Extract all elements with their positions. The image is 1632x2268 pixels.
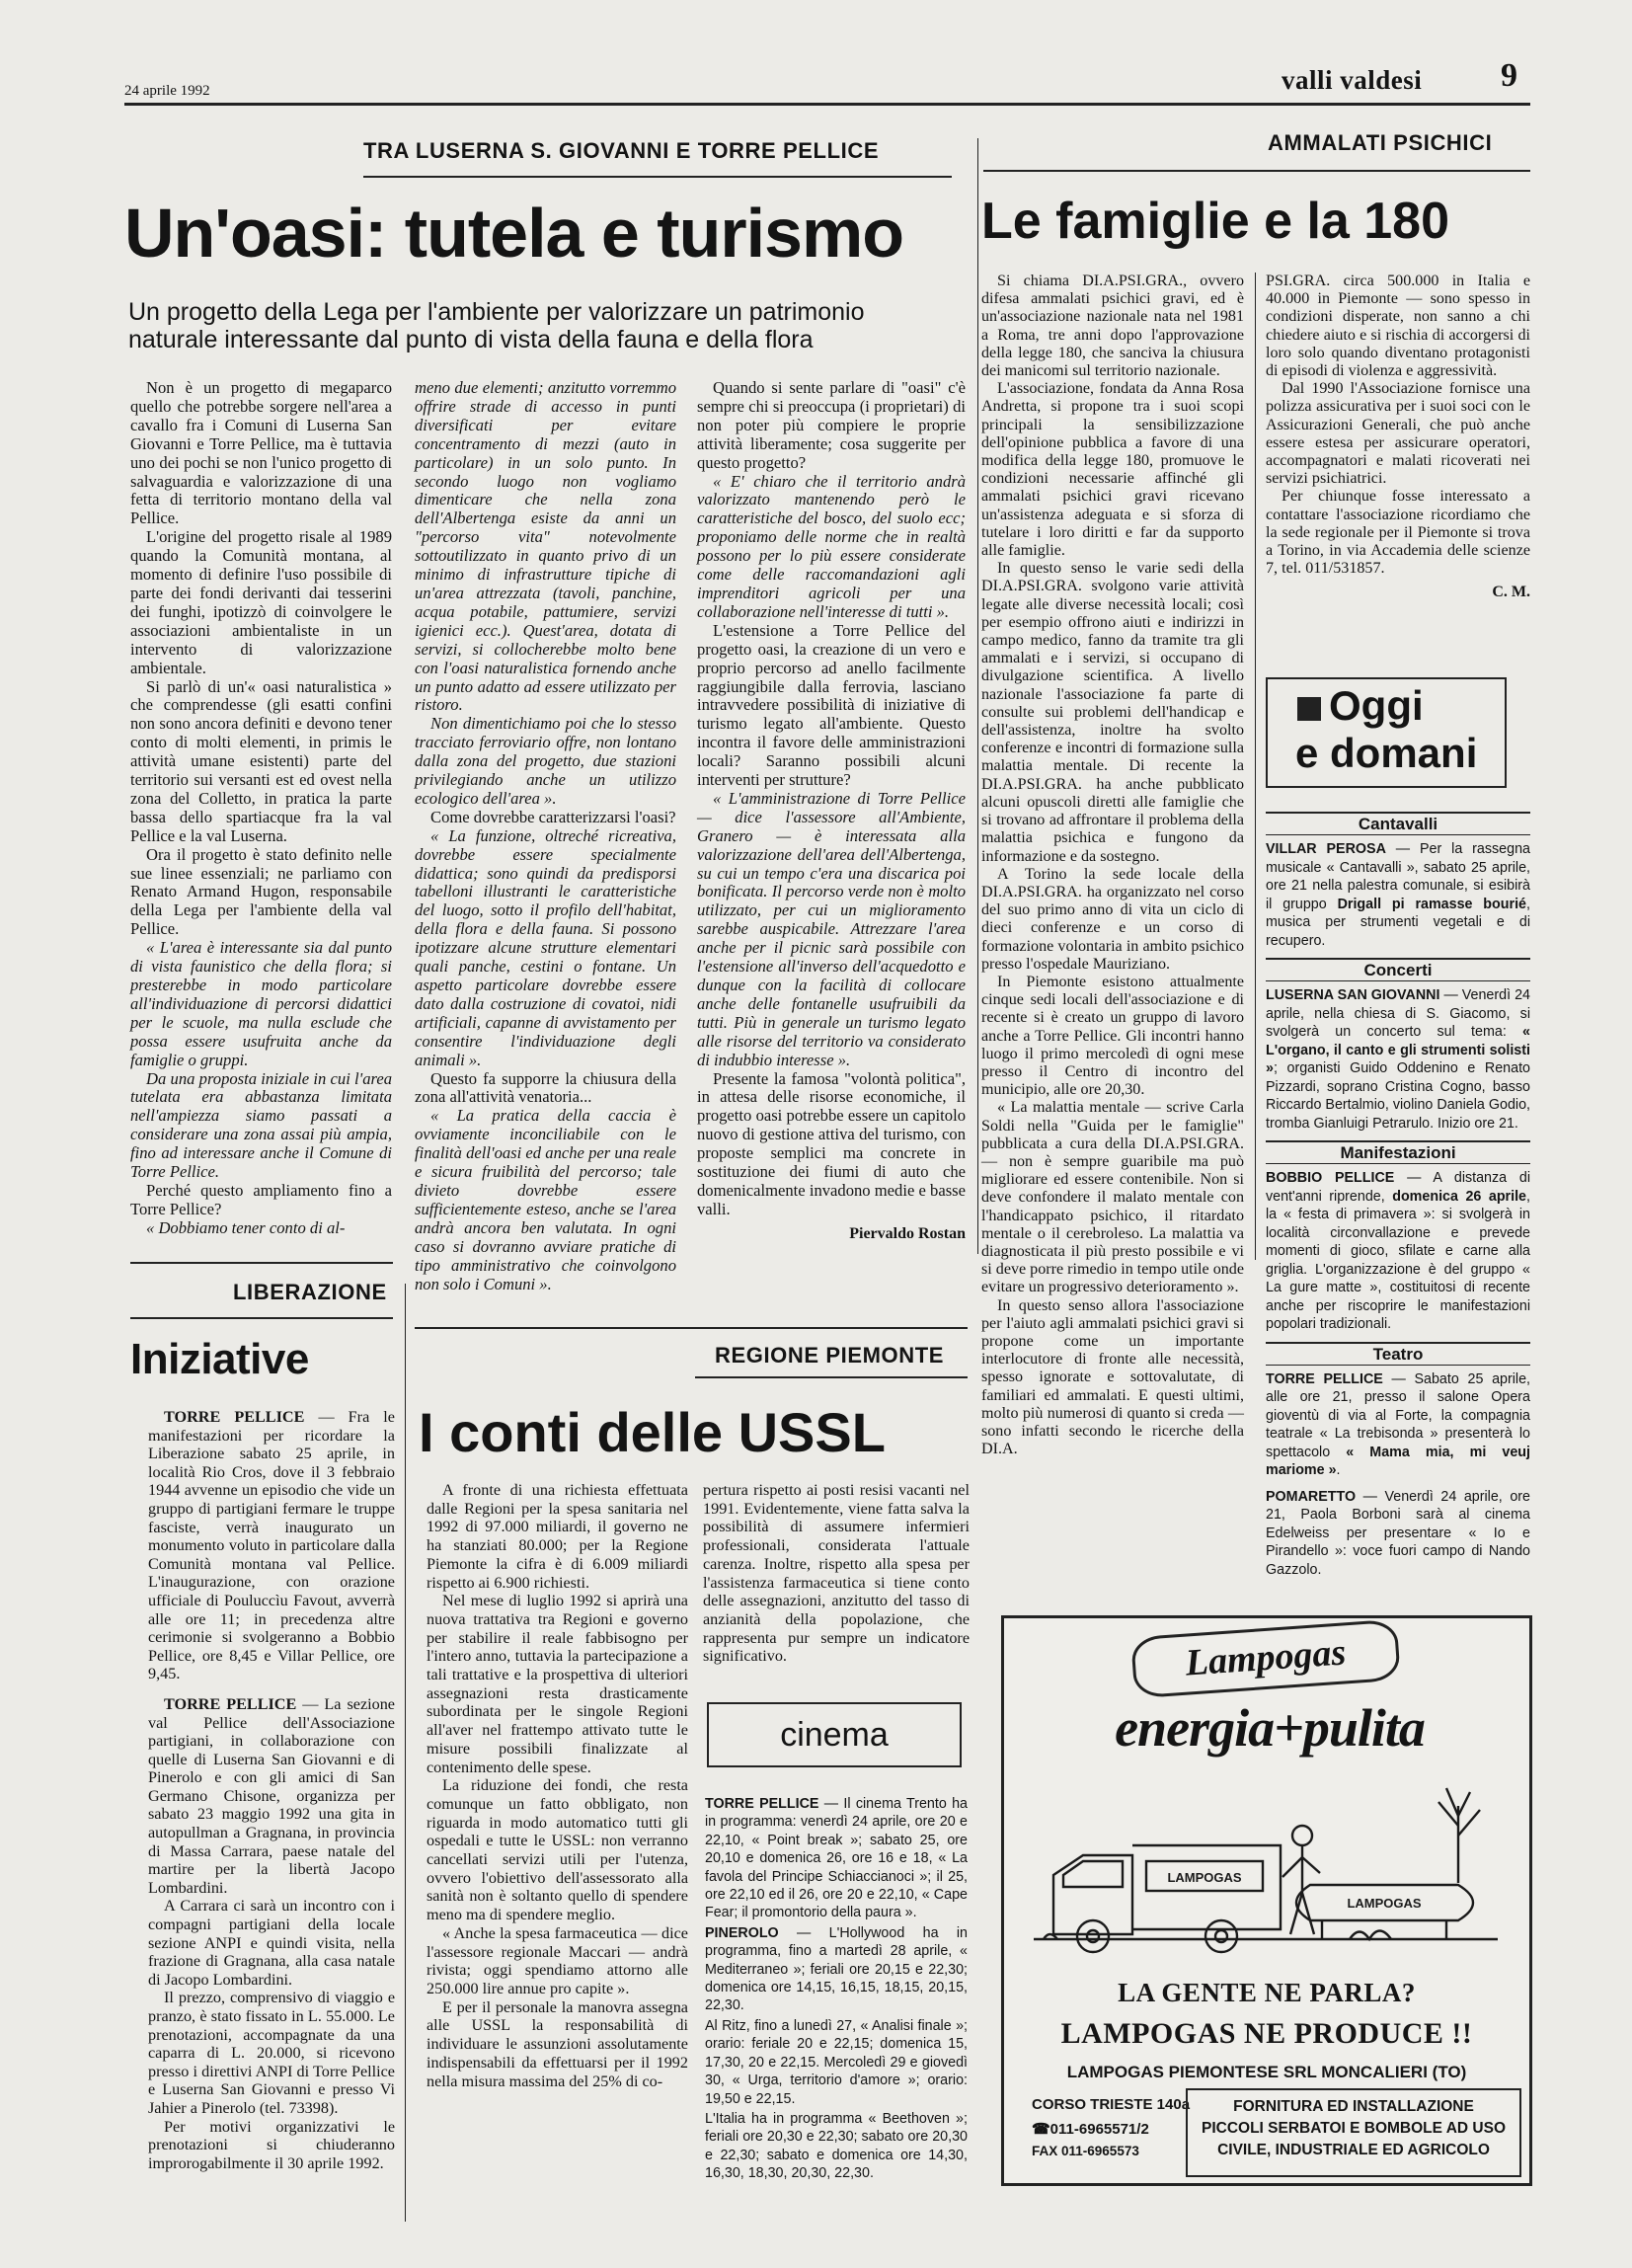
ussl-kicker: REGIONE PIEMONTE	[715, 1343, 945, 1368]
paragraph: L'Italia ha in programma « Beethoven »; feriali ore 20,30 e 22,30; sabato ore 20,30 e 22,30; sabato e domenica ore 14,30, 16,30, 18,30, 20,30, 22,30.	[705, 2110, 968, 2182]
paragraph: meno due elementi; anzitutto vorremmo offrire strade di accesso in punti diversificati per evitare concentramento di mezzi (auto in particolare) in un solo punto. In secondo luogo non vogliamo dimenticare che nella zona dell'Albertenga esiste da anni un "percorso vita" notevolmente sottoutilizzato in quanto privo di un minimo di infrastrutture tipiche di un'area attrezzata (tavoli, panchine, acqua potabile, pattumiere, servizi igienici ecc.). Quest'area, dotata di servizi, si collocherebbe molto bene con l'oasi naturalistica fornendo anche un punto adatto ad essere utilizzato per ristoro.	[415, 378, 676, 715]
main-col-2	[415, 379, 676, 1293]
section-header: Manifestazioni	[1266, 1140, 1530, 1164]
main-title: Un'oasi: tutela e turismo	[124, 195, 903, 272]
famiglie-kicker-rule	[983, 170, 1530, 172]
paragraph: « Anche la spesa farmaceutica — dice l'assessore regionale Maccari — andrà rivista; oggi spendiamo attorno alle 250.000 lire annue pro capite ».	[427, 1923, 688, 1997]
lampogas-logo	[1130, 1619, 1401, 1699]
iniziative-kicker: LIBERAZIONE	[233, 1280, 387, 1304]
paragraph: TORRE PELLICE — La sezione val Pellice dell'Associazione partigiani, in collaborazione con quelle di Luserna San Giovanni e di Pinerolo e con gli amici di San Germano Chisone, organizza per sabato 23 maggio 1992 una gita in autopullman a Gragnana, in provincia di Massa Carrara, paese natale del martire per la libertà Jacopo Lombardini.	[148, 1694, 395, 1897]
ad-service-line: FORNITURA ED INSTALLAZIONE	[1233, 2098, 1474, 2115]
main-kicker-rule	[363, 176, 952, 178]
section-header: Cantavalli	[1266, 812, 1530, 835]
famiglie-title: Le famiglie e la 180	[981, 193, 1450, 250]
main-col-1	[130, 379, 392, 1238]
paragraph: Come dovrebbe caratterizzarsi l'oasi?	[430, 807, 676, 826]
event-item: LUSERNA SAN GIOVANNI — Venerdì 24 aprile, nella chiesa di S. Giacomo, si svolgerà un concerto sul tema: « L'organo, il canto e gli strumenti solisti »; organisti Guido Oddenino e Renato Pizzardi, soprano Cristina Cogno, basso Riccardo Bertalmio, violino Daniela Godio, tromba Gianluigi Petrarulo. Inizio ore 21.	[1266, 987, 1530, 1132]
paragraph: Si parlò di un'« oasi naturalistica » che comprendesse (gli esatti confini non sono ancora definiti e devono tener conto di molti elementi, in primis le attività umane esistenti) parte del territorio sui versanti est ed ovest nella zona del Colletto, in pratica la parte bassa dello spartiacque fra la val Pellice e la val Luserna.	[130, 676, 392, 845]
paragraph: Ora il progetto è stato definito nelle sue linee essenziali; ne parliamo con Renato Armand Hugon, responsabile della Lega per l'ambiente della val Pellice.	[130, 844, 392, 939]
events-column	[1266, 812, 1530, 1587]
paragraph: « E' chiaro che il territorio andrà valorizzato mantenendo però le caratteristiche del bosco, del suolo ecc; proponiamo delle norme che in realtà possono per lo più essere considerate come delle raccomandazioni agli imprenditori agricoli per una collaborazione nell'interesse di tutti ».	[697, 471, 966, 621]
paragraph: E per il personale la manovra assegna alle USSL la responsabilità di individuare le assunzioni assolutamente indispensabili da effettuarsi per il 1992 nella misura massima del 25% di co-	[427, 1997, 688, 2090]
ad-tagline-2: LAMPOGAS NE PRODUCE !!	[1060, 2017, 1473, 2050]
square-bullet-icon	[1297, 697, 1321, 721]
paragraph: Per motivi organizzativi le prenotazioni si chiuderanno improrogabilmente il 30 aprile 1992.	[148, 2117, 395, 2172]
event-item: VILLAR PEROSA — Per la rassegna musicale « Cantavalli », sabato 25 aprile, ore 21 nella palestra comunale, si esibirà il gruppo Drigall pi ramasse bourié, musica per strumenti vegetali e di recupero.	[1266, 841, 1530, 949]
iniziative-divider	[405, 1284, 406, 2222]
main-subtitle-1: Un progetto della Lega per l'ambiente per valorizzare un patrimonio	[128, 298, 865, 326]
ad-phone: ☎011-6965571/2	[1032, 2121, 1149, 2138]
paragraph: « La malattia mentale — scrive Carla Soldi nella "Guida per le famiglie" pubblicata a cura della DI.A.PSI.GRA. — non è sempre guaribile ma può migliorare ed essere contenibile. Non si deve confondere il malato mentale con l'handicappato psichico, il ritardato mentale o il cerebroleso. La malattia va diagnosticata il più presto possibile e vi si deve porre rimedio in tempo utile onde evitare un progressivo deterioramento ».	[981, 1099, 1244, 1296]
domani-title: e domani	[1295, 730, 1478, 776]
paragraph: Al Ritz, fino a lunedì 27, « Analisi finale »; orario: feriale 20 e 22,15; domenica 15, 17,30, 20 e 22,15. Mercoledì 29 e giovedì 30, « Urga, territorio d'amore »; orario: 19,50 e 22,15.	[705, 2017, 968, 2107]
page-date: 24 aprile 1992	[124, 83, 210, 99]
event-item: TORRE PELLICE — Sabato 25 aprile, alle ore 21, presso il salone Opera gioventù di via al Forte, la compagnia teatrale « La trebisonda » presenterà lo spettacolo « Mama mia, mi veuj mariome ».	[1266, 1370, 1531, 1478]
ad-company: LAMPOGAS PIEMONTESE SRL MONCALIERI (TO)	[1066, 2063, 1467, 2081]
cinema-body	[705, 1795, 968, 2185]
paragraph: TORRE PELLICE — Il cinema Trento ha in programma: venerdì 24 aprile, ore 20 e 22,10, « Point break »; sabato 25, ore 20,10 e domenica 26, ore 16 e 18, « La favola del Principe Schiaccianoci »; il 25, ore 22,10 ed il 26, ore 20 e 22,10, « Cape Fear; il promontorio della paura ».	[705, 1796, 969, 1921]
page-number: 9	[1501, 57, 1517, 94]
paragraph: « L'amministrazione di Torre Pellice — dice l'assessore all'Ambiente, Granero — è interessata alla valorizzazione dell'area dell'Albertenga, su cui un tempo c'era una discarica poi bonificata. Il percorso verde non è molto utilizzato, per cui un miglioramento sarebbe auspicabile. Attrezzare l'area anche per il picnic sarà possibile con l'estensione all'inverso dell'acquedotto e dunque con la facilità di collocare anche delle fontanelle usufruibili da tutti. Più in generale un turismo legato alle risorse del territorio va considerato di indubbio interesse ».	[697, 788, 966, 1069]
iniziative-body	[148, 1408, 395, 2172]
paragraph: A Carrara ci sarà un incontro con i compagni partigiani della locale sezione ANPI e quindi visita, nella frazione di Gragnana, alla casa natale di Jacopo Lombardini.	[148, 1897, 395, 1989]
paragraph: « L'area è interessante sia dal punto di vista faunistico che della flora; si presterebbe in modo particolare all'individuazione di percorsi didattici per le scuole, ma nulla esclude che possa essere usufruita anche da famiglie o gruppi.	[130, 938, 392, 1069]
paragraph: In questo senso allora l'associazione per l'aiuto agli ammalati psichici gravi si propone come un importante interlocutore di fronte alle necessità, spesso ignorate e sottovalutate, di familiari ed ammalati. E questi ultimi, molto più numerosi di quanto si creda — sono infatti secondo le ricerche della DI.A.	[981, 1296, 1244, 1458]
oggi-title: Oggi	[1329, 682, 1424, 729]
paragraph: La riduzione dei fondi, che resta comunque un fatto obbligato, non riguarda in modo automatico tutti gli ospedali e tutte le USSL: non verranno cancellati servizi utili per l'utenza, ovvero l'obiettivo dell'assessorato alla sanità non è soltanto quello di spendere meno ma di spendere meglio.	[427, 1776, 688, 1924]
event-item: POMARETTO — Venerdì 24 aprile, ore 21, Paola Borboni sarà al cinema Edelweiss per presentare « Io e Pirandello »: voce fuori campo di Nando Gazzolo.	[1266, 1488, 1530, 1578]
paragraph: L'estensione a Torre Pellice del progetto oasi, la creazione di un vero e proprio percorso ad anello facilmente raggiungibile dalla ferrovia, lasciano intravvedere possibilità di iniziative di turismo legato all'ambiente. Questo incontra il favore delle amministrazioni locali? Saranno possibili alcuni interventi per strutture?	[697, 620, 966, 790]
oggi-domani-box	[1266, 677, 1507, 788]
section-header: Teatro	[1266, 1342, 1530, 1366]
paragraph: Quando si sente parlare di "oasi" c'è sempre chi si preoccupa (i proprietari) di non poter più compiere le proprie attività liberamente; cosa suggerite per questo progetto?	[697, 378, 966, 472]
paragraph: Non è un progetto di megaparco quello che potrebbe sorgere nell'area a cavallo fra i Comuni di Luserna San Giovanni e Torre Pellice, ma è tuttavia uno dei pochi se non l'unico progetto di salvaguardia e valorizzazione di una fetta di territorio montano della val Pellice.	[130, 378, 392, 528]
ad-service-line: CIVILE, INDUSTRIALE ED AGRICOLO	[1217, 2142, 1490, 2158]
paragraph: In questo senso le varie sedi della DI.A.PSI.GRA. svolgono varie attività legate alle diverse necessità locali; così per esempio offrono aiuti e indirizzi in campo medico, fanno da tramite tra gli ammalati e i servizi, si occupano di divulgazione scientifica. A livello nazionale l'associazione fa parte di consulte sui problemi dell'handicap e dell'assistenza, inoltre ha svolto conferenze e incontri di formazione sulla malattia mentale. Di recente la DI.A.PSI.GRA. ha anche pubblicato alcuni opuscoli diretti alle famiglie che si trovano ad affrontare il problema della malattia psichica e fungono da informazione e da sostegno.	[981, 560, 1244, 865]
newspaper-name: valli valdesi	[1282, 65, 1423, 95]
paragraph: PSI.GRA. circa 500.000 in Italia e 40.000 in Piemonte — sono spesso in condizioni disperate, non sanno a chi chiedere aiuto e si rischia di accorgersi di loro solo quando diventano protagonisti di episodi di violenza e aggressività.	[1266, 273, 1530, 380]
paragraph: A fronte di una richiesta effettuata dalle Regioni per la spesa sanitaria nel 1992 di 97.000 miliardi, il governo ne ha stanziati 80.000; per la Regione Piemonte la cifra è di 6.009 miliardi rispetto ai 6.900 richiesti.	[427, 1481, 688, 1592]
paragraph: L'associazione, fondata da Anna Rosa Andretta, si propone tra i suoi scopi principali la sensibilizzazione dell'opinione pubblica a favore di una modifica della legge 180, promuove le condizioni necessarie affinché gli ammalati psichici gravi ricevano un'assistenza adeguata e si sforza di tutelare i loro diritti e far da supporto alle famiglie.	[981, 380, 1244, 560]
famiglie-col-1	[981, 273, 1244, 1458]
paragraph: Questo fa supporre la chiusura della zona all'attività venatoria...	[415, 1068, 676, 1107]
ussl-kicker-rule	[695, 1376, 968, 1378]
paragraph: Si chiama DI.A.PSI.GRA., ovvero difesa ammalati psichici gravi, ed è un'associazione nazionale nata nel 1981 a Roma, tre anni dopo l'approvazione della legge 180, che sanciva la chiusura dei manicomi sul territorio nazionale.	[981, 273, 1244, 380]
paragraph: « La funzione, oltreché ricreativa, dovrebbe essere specialmente didattica; sono quindi da predisporsi tabelloni illustranti le caratteristiche del luogo, sotto il profilo dell'habitat, della flora e della fauna. Si possono ipotizzare alcune strutture elementari quali panche, cestini o fontane. Un aspetto particolare dovrebbe essere dato dalla costruzione di covatoi, nidi artificiali, capanne di avvistamento per consentire l'individuazione degli animali ».	[415, 825, 676, 1069]
ad-address: CORSO TRIESTE 140a	[1032, 2096, 1191, 2113]
section-header: Concerti	[1266, 958, 1530, 981]
signature: C. M.	[1492, 584, 1530, 601]
paragraph: pertura rispetto ai posti resisi vacanti nel 1991. Evidentemente, viene fatta salva la possibilità di assumere infermieri professionali, considerata l'attuale carenza. Inoltre, rispetto alla spesa per l'assistenza farmaceutica si tiene conto delle assegnazioni, anzitutto del tasso di anzianità della popolazione, che rappresenta pur sempre un indicatore significativo.	[703, 1481, 970, 1666]
delivery-truck-illustration	[1024, 1766, 1512, 1964]
lampogas-ad	[1001, 1615, 1532, 2186]
event-item: BOBBIO PELLICE — A distanza di vent'anni riprende, domenica 26 aprile, la « festa di primavera »: si svolgerà in località circonvallazione e prevede momenti di gioco, sfilate e carne alla griglia. L'organizzazione è del gruppo « La gure matte », costituitosi di recente anche per riscoprire le manifestazioni popolari tradizionali.	[1266, 1170, 1530, 1332]
ad-services-box	[1186, 2088, 1521, 2177]
main-kicker: TRA LUSERNA S. GIOVANNI E TORRE PELLICE	[363, 138, 880, 163]
ussl-title: I conti delle USSL	[419, 1401, 886, 1463]
paragraph: « Dobbiamo tener conto di al-	[146, 1217, 346, 1237]
ad-fax: FAX 011-6965573	[1032, 2144, 1139, 2158]
paragraph: Perché questo ampliamento fino a Torre Pellice?	[130, 1180, 392, 1218]
paragraph: « La pratica della caccia è ovviamente inconciliabile con le finalità dell'oasi ed anche per una reale e sicura fruibilità del percorso; tale divieto dovrebbe essere sufficientemente esteso, anche se l'area andrà ancora ben valutata. In ogni caso si dovranno avviare pratiche di tipo amministrativo che coinvolgono non solo i Comuni ».	[415, 1106, 676, 1293]
ad-service-line: PICCOLI SERBATOI E BOMBOLE AD USO	[1201, 2120, 1506, 2137]
paragraph: Da una proposta iniziale in cui l'area tutelata era abbastanza limitata nell'ampiezza siamo passati a considerare una zona assai più ampia, fino ad interessare anche il Comune di Torre Pellice.	[130, 1068, 392, 1182]
iniziative-kicker-rule	[130, 1317, 393, 1319]
truck-label: LAMPOGAS	[1167, 1870, 1242, 1885]
signature: Piervaldo Rostan	[849, 1224, 966, 1242]
header-rule	[124, 103, 1530, 106]
paragraph: TORRE PELLICE — Fra le manifestazioni per ricordare la Liberazione sabato 25 aprile, in località Rio Cros, dove il 3 febbraio 1944 avvenne un episodio che vide un gruppo di partigiani fermare le truppe fasciste, verrà inaugurato un monumento voluto in particolare dalla Comunità montana val Pellice. L'inaugurazione, con orazione ufficiale di Pouluccìu Favout, avverrà alle ore 11; in precedenza altre cerimonie si svolgeranno a Bobbio Pellice, ore 8,45 e Villar Pellice, ore 9,45.	[148, 1408, 395, 1683]
ussl-col-2	[703, 1481, 970, 1666]
famiglie-col-2	[1266, 273, 1530, 602]
paragraph: A Torino la sede locale della DI.A.PSI.GRA. ha organizzato nel corso del suo primo anno di vita un ciclo di dieci conferenze e un corso di formazione volontaria in ambito psichico presso l'ospedale Mauriziano.	[981, 865, 1244, 973]
paragraph: L'origine del progetto risale al 1989 quando la Comunità montana, al momento di definire l'uso possibile di parte dei fondi derivanti dai tesserini dei funghi, ipotizzò di coinvolgere le associazioni ambientaliste in un intervento di valorizzazione ambientale.	[130, 527, 392, 677]
paragraph: Per chiunque fosse interessato a contattare l'associazione ricordiamo che la sede regionale per il Piemonte si trova a Torino, in via Accademia delle scienze 7, tel. 011/531857.	[1266, 488, 1530, 578]
paragraph: PINEROLO — L'Hollywood ha in programma, fino a martedì 28 aprile, « Mediterraneo »; feriali ore 20,15 e 22,30; domenica ore 14,15, 16,15, 18,15, 20,15, 22,30.	[705, 1924, 968, 2014]
tank-label: LAMPOGAS	[1347, 1896, 1422, 1911]
column-divider	[977, 138, 978, 1254]
ad-tagline-1: LA GENTE NE PARLA?	[1118, 1978, 1416, 2007]
iniziative-top-rule	[130, 1262, 393, 1264]
paragraph: Presente la famosa "volontà politica", in attesa delle risorse economiche, il progetto oasi potrebbe essere un capitolo nuovo di gestione attiva del turismo, con proposte semplici ma concrete in sostituzione dei fiumi di auto che domenicalmente invadono medie e basse valli.	[697, 1068, 966, 1218]
main-col-3	[697, 379, 966, 1244]
iniziative-title: Iniziative	[130, 1335, 309, 1383]
paragraph: Il prezzo, comprensivo di viaggio e pranzo, è stato fissato in L. 55.000. Le prenotazioni, accompagnate da una caparra di L. 20.000, si ricevono presso i direttivi ANPI di Torre Pellice e Luserna San Giovanni e presso Vi Jahier a Pinerolo (tel. 73398).	[148, 1989, 395, 2117]
ussl-top-rule	[415, 1327, 968, 1329]
ad-slogan: energia+pulita	[1115, 1698, 1425, 1758]
ussl-col-1	[427, 1481, 688, 2090]
paragraph: Dal 1990 l'Associazione fornisce una polizza assicurativa per i suoi soci con le Assicurazioni Generali, che può anche essere estesa per assicurare operatori, accompagnatori e malati ricoverati nei servizi psichiatrici.	[1266, 380, 1530, 488]
main-subtitle-2: naturale interessante dal punto di vista della fauna e della flora	[128, 326, 814, 353]
cinema-title: cinema	[780, 1716, 889, 1754]
brand-name: Lampogas	[1184, 1631, 1348, 1684]
cinema-title-box	[707, 1702, 962, 1767]
paragraph: Nel mese di luglio 1992 si aprirà una nuova trattativa tra Regioni e governo per stabilire il reale fabbisogno per l'intero anno, tuttavia la partecipazione a tali trattative e la prospettiva di ulteriori assegnazioni resta drasticamente subordinata per le singole Regioni all'aver nel frattempo attivato tutte le misure possibili finalizzate al contenimento delle spese.	[427, 1592, 688, 1776]
famiglie-kicker: AMMALATI PSICHICI	[1268, 130, 1493, 155]
paragraph: Non dimentichiamo poi che lo stesso tracciato ferroviario offre, non lontano dalla zona del progetto, due stazioni privilegiando anche un utilizzo ecologico dell'area ».	[415, 714, 676, 808]
paragraph: In Piemonte esistono attualmente cinque sedi locali dell'associazione e di recente si è creato un gruppo di lavoro anche a Torre Pellice. Gli incontri hanno luogo il primo mercoledì di ogni mese presso il Centro di incontro del municipio, alle ore 20,30.	[981, 973, 1244, 1099]
famiglie-divider	[1255, 273, 1256, 1260]
